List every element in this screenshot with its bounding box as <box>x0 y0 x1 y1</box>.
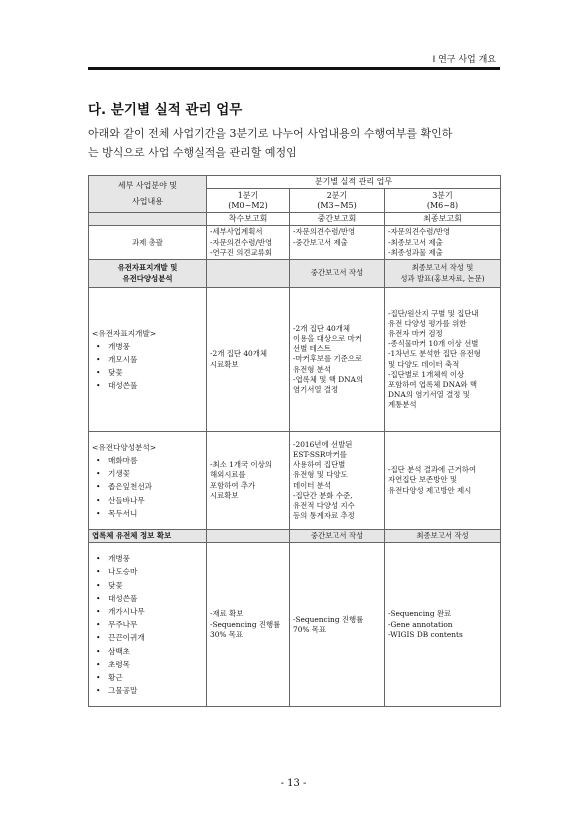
cell-line: -1차년도 분석한 집단 유전형 <box>388 349 481 359</box>
cell-line: 유전형 및 다양도 <box>293 470 348 480</box>
intro-line: 아래와 같이 전체 사업기간을 3분기로 나누어 사업내용의 수행여부를 확인하 <box>88 127 453 140</box>
marker-dev-cell <box>89 288 207 432</box>
cell-line: -WIGIS DB contents <box>388 629 463 639</box>
list-item: • 산들바나무 <box>96 494 203 507</box>
cell-line: -Sequencing 진행률 <box>293 614 364 624</box>
genetic-section-row <box>89 260 501 288</box>
cell-line: 데이터 분석 <box>293 480 332 490</box>
detail-field-header <box>89 176 207 213</box>
cell-line: 등의 통계자료 추정 <box>293 511 355 521</box>
species-list <box>92 454 203 520</box>
q3-report: 최종보고회 <box>385 213 501 226</box>
chloroplast-cell <box>89 543 207 707</box>
cell-line: -중간보고서 제출 <box>293 237 348 247</box>
header-text: Ⅰ 연구 사업 개요 <box>432 55 496 65</box>
diversity-q3 <box>385 432 501 530</box>
species-list <box>92 340 203 393</box>
intro-paragraph <box>88 124 512 162</box>
list-item: • 황근 <box>96 671 203 684</box>
genetic-q3 <box>385 260 501 288</box>
cell-line: -자문의견수렴/반영 <box>210 237 273 247</box>
list-item: • 개가시나무 <box>96 605 203 618</box>
genetic-label-line: 유전자표지개발 및 <box>117 263 178 273</box>
q2-period: (M3~M5) <box>317 200 357 210</box>
cell-line: -연구진 의견교류회 <box>210 247 272 257</box>
q1-period: (M0~M2) <box>228 200 268 210</box>
genetic-label-line: 유전다양성분석 <box>122 273 173 283</box>
cell-line: -2016년에 선발된 <box>293 439 353 449</box>
chloroplast-q2: 중간보고서 작성 <box>290 530 385 543</box>
diversity-category: <유전다양성분석> <box>92 443 157 452</box>
cell-line: 유전다양성 제고방안 제시 <box>388 485 472 495</box>
marker-dev-q1 <box>207 288 290 432</box>
cell-line: -재료 확보 <box>210 609 244 619</box>
cell-line: -2개 집단 40개체 <box>293 323 350 333</box>
report-row <box>89 213 501 226</box>
cell-line: 및 다양도 데이터 축적 <box>388 359 460 369</box>
cell-line: -마커후보를 기준으로 <box>293 354 363 364</box>
genetic-q3-line: 최종보고서 작성 및 <box>411 263 474 273</box>
cell-line: 포함하여 추가 <box>210 480 256 490</box>
diversity-q1 <box>207 432 290 530</box>
detail-field-header-line: 사업내용 <box>132 197 163 207</box>
list-item: • 끈끈이귀개 <box>96 631 203 644</box>
cell-line: 계통분석 <box>388 400 417 410</box>
diversity-row <box>89 432 501 530</box>
q3-period: (M6~8) <box>426 200 459 210</box>
chloroplast-q2-detail <box>290 543 385 707</box>
list-item: • 기생꽃 <box>96 467 203 480</box>
chloroplast-q1-detail <box>207 543 290 707</box>
cell-line: -자문의견수렴/반영 <box>388 227 451 237</box>
cell-line: 유전적 다양성 지수 <box>293 500 355 510</box>
cell-line: 유전자 마커 검정 <box>388 328 443 338</box>
overview-label: 과제 총괄 <box>89 226 207 260</box>
q1-report: 착수보고회 <box>207 213 290 226</box>
cell-line: 염기서열 결정 <box>293 385 339 395</box>
cell-line: -종식물마커 10개 이상 선별 <box>388 339 479 349</box>
overview-q1 <box>207 226 290 260</box>
chloroplast-q3: 최종보고서 작성 <box>385 530 501 543</box>
cell-line: -자문의견수렴/반영 <box>293 227 356 237</box>
detail-field-header-line: 세부 사업분야 및 <box>117 180 178 190</box>
genetic-q3-line: 성과 발표(홍보자료, 논문) <box>400 273 485 283</box>
marker-dev-q2 <box>290 288 385 432</box>
list-item: • 개모시풀 <box>96 353 203 366</box>
genetic-q2: 중간보고서 작성 <box>290 260 385 288</box>
cell-line: -Sequencing 완료 <box>388 609 452 619</box>
cell-line: -Gene annotation <box>388 619 453 629</box>
cell-line: 포함하여 엽록체 DNA와 핵 <box>388 379 478 389</box>
list-item: • 좁은잎천선과 <box>96 480 203 493</box>
cell-line: 유전 다양성 평가를 위한 <box>388 318 467 328</box>
list-item: • 개병풍 <box>96 340 203 353</box>
list-item: • 개병풍 <box>96 552 203 565</box>
genetic-q1 <box>207 260 290 288</box>
cell-line: -엽록체 및 핵 DNA의 <box>293 374 364 384</box>
overview-row <box>89 226 501 260</box>
cell-line: 해외시료를 <box>210 470 246 480</box>
cell-line: 사용하여 집단별 <box>293 460 346 470</box>
cell-line: 70% 목표 <box>293 624 327 634</box>
cell-line: -집단별로 1개체씩 이상 <box>388 369 465 379</box>
list-item: • 매화마름 <box>96 454 203 467</box>
cell-line: -집단 분석 결과에 근거하여 <box>388 465 477 475</box>
species-list <box>92 552 203 697</box>
list-item: • 무주나무 <box>96 618 203 631</box>
q2-header <box>290 189 385 213</box>
quarterly-plan-table <box>88 175 501 707</box>
overview-q2 <box>290 226 385 260</box>
overview-q3 <box>385 226 501 260</box>
cell-line: 선별 테스트 <box>293 344 332 354</box>
q2-name: 2분기 <box>326 190 348 200</box>
header-rule <box>88 67 500 70</box>
q1-name: 1분기 <box>237 190 259 200</box>
quarter-group-header: 분기별 실적 관리 업무 <box>207 176 501 189</box>
cell-line: -Sequencing 진행률 <box>210 619 281 629</box>
running-header <box>88 48 500 70</box>
table-header-row <box>89 176 501 189</box>
cell-line: 유전형 분석 <box>293 364 332 374</box>
list-item: • 닻꽃 <box>96 579 203 592</box>
list-item: • 나도승마 <box>96 565 203 578</box>
chloroplast-row <box>89 543 501 707</box>
cell-line: -2개 집단 40개체 <box>210 349 267 359</box>
list-item: • 삼백초 <box>96 645 203 658</box>
genetic-section-label <box>89 260 207 288</box>
page-number: - 13 - <box>280 778 307 789</box>
list-item: • 초령목 <box>96 658 203 671</box>
diversity-cell <box>89 432 207 530</box>
marker-dev-row <box>89 288 501 432</box>
cell-line: 시료확보 <box>210 359 239 369</box>
list-item: • 대성쓴풀 <box>96 379 203 392</box>
cell-line: 30% 목표 <box>210 629 244 639</box>
marker-dev-category: <유전자표지개발> <box>92 328 157 338</box>
section-title: 다. 분기별 실적 관리 업무 <box>88 102 243 118</box>
list-item: • 그물공말 <box>96 684 203 697</box>
cell-line: -최소 1개국 이상의 <box>210 460 272 470</box>
q1-header <box>207 189 290 213</box>
q3-name: 3분기 <box>432 190 453 200</box>
cell-line: -집단간 분화 수준, <box>293 490 353 500</box>
chloroplast-section-row <box>89 530 501 543</box>
cell-line: 자연집단 보존방안 및 <box>388 475 457 485</box>
cell-line: DNA의 염기서열 결정 및 <box>388 390 470 400</box>
chloroplast-q1 <box>207 530 290 543</box>
report-row-label <box>89 213 207 226</box>
cell-line: EST-SSR마커를 <box>293 449 347 459</box>
q3-header <box>385 189 501 213</box>
intro-line: 는 방식으로 사업 수행실적을 관리할 예정임 <box>88 146 297 159</box>
list-item: • 대성쓴풀 <box>96 592 203 605</box>
cell-line: -세부사업계획서 <box>210 227 263 237</box>
cell-line: -집단/원산지 구별 및 집단내 <box>388 308 479 318</box>
diversity-q2 <box>290 432 385 530</box>
marker-dev-q3 <box>385 288 501 432</box>
chloroplast-q3-detail <box>385 543 501 707</box>
cell-line: 시료확보 <box>210 490 239 500</box>
list-item: • 닻꽃 <box>96 366 203 379</box>
q2-report: 중간보고회 <box>290 213 385 226</box>
chloroplast-section-label: 엽록체 유전체 정보 확보 <box>89 530 207 543</box>
cell-line: 이용을 대상으로 마커 <box>293 334 362 343</box>
cell-line: -최종보고서 제출 <box>388 237 443 247</box>
cell-line: -최종성과물 제출 <box>388 247 443 257</box>
list-item: • 목두서니 <box>96 507 203 520</box>
